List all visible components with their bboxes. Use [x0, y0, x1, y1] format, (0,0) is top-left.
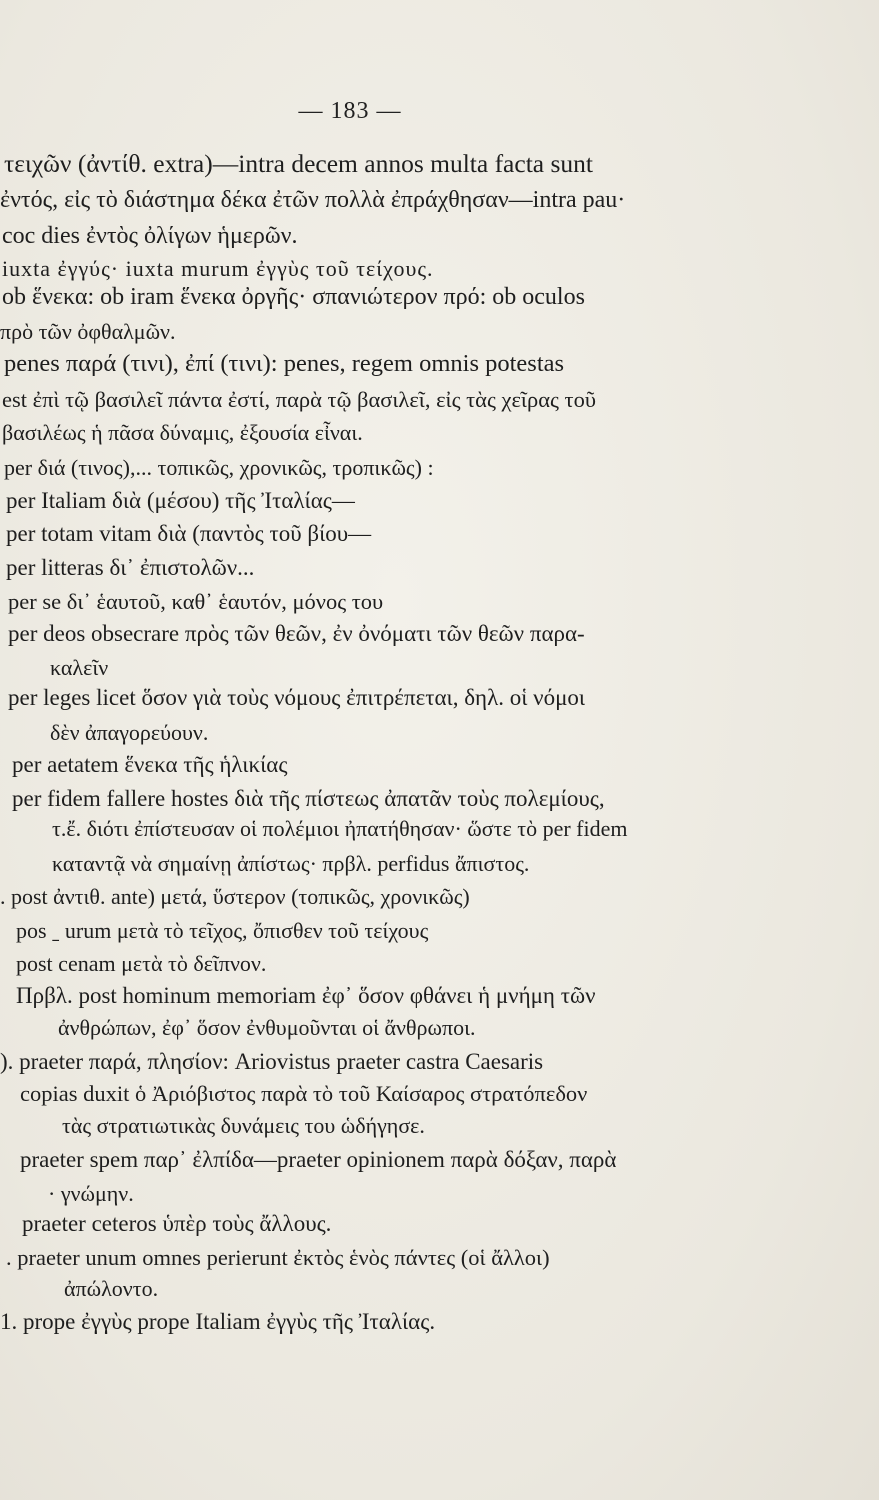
text-line: Πρβλ. post hominum memoriam ἐφ᾽ ὅσον φθάνει ἡ μνήμη τῶν: [16, 983, 596, 1008]
text-line: post cenam μετὰ τὸ δεῖπνον.: [16, 951, 267, 976]
text-line: praeter ceteros ὑπὲρ τοὺς ἄλλους.: [22, 1211, 332, 1236]
text-line: πρὸ τῶν ὀφθαλμῶν.: [0, 319, 176, 344]
text-line: per totam vitam διὰ (παντὸς τοῦ βίου—: [6, 521, 372, 546]
page-number: — 183 —: [298, 98, 402, 124]
text-line: . praeter unum omnes perierunt ἐκτὸς ἑνὸς πάντες (οἱ ἄλλοι): [6, 1245, 550, 1270]
text-line: per se δι᾽ ἑαυτοῦ, καθ᾽ ἑαυτόν, μόνος του: [8, 589, 384, 614]
text-line: τειχῶν (ἀντίθ. extra)—intra decem annos multa facta sunt: [4, 149, 593, 178]
text-line: est ἐπὶ τῷ βασιλεῖ πάντα ἐστί, παρὰ τῷ βασιλεῖ, εἰς τὰς χεῖρας τοῦ: [2, 387, 596, 412]
text-line: per Italiam διὰ (μέσου) τῆς Ἰταλίας—: [6, 488, 355, 513]
text-line: ἀπώλοντο.: [64, 1276, 159, 1301]
text-line: βασιλέως ἡ πᾶσα δύναμις, ἐξουσία εἶναι.: [2, 420, 363, 445]
text-line: καταντᾷ νὰ σημαίνῃ ἀπίστως· πρβλ. perfidus ἄπιστος.: [52, 851, 530, 876]
text-line: · γνώμην.: [48, 1181, 134, 1206]
text-line: penes παρά (τινι), ἐπί (τινι): penes, regem omnis potestas: [4, 350, 565, 377]
text-line: per deos obsecrare πρὸς τῶν θεῶν, ἐν ὀνόματι τῶν θεῶν παρα-: [8, 621, 585, 646]
text-line: pos ˍ urum μετὰ τὸ τεῖχος, ὄπισθεν τοῦ τείχους: [16, 918, 429, 943]
text-line: ἐντός, εἰς τὸ διάστημα δέκα ἐτῶν πολλὰ ἐπράχθησαν—intra pau·: [0, 187, 626, 213]
text-line: praeter spem παρ᾽ ἐλπίδα—praeter opinionem παρὰ δόξαν, παρὰ: [20, 1147, 617, 1172]
text-line: iuxta ἐγγύς· iuxta murum ἐγγὺς τοῦ τείχους.: [2, 256, 434, 281]
text-line: ἀνθρώπων, ἐφ᾽ ὅσον ἐνθυμοῦνται οἱ ἄνθρωποι.: [58, 1015, 476, 1040]
text-line: δὲν ἀπαγορεύουν.: [50, 720, 209, 745]
text-line: per leges licet ὅσον γιὰ τοὺς νόμους ἐπιτρέπεται, δηλ. οἱ νόμοι: [8, 685, 586, 710]
text-line: τ.ἔ. διότι ἐπίστευσαν οἱ πολέμιοι ἠπατήθησαν· ὥστε τὸ per fidem: [52, 816, 628, 841]
text-line: per litteras δι᾽ ἐπιστολῶν...: [6, 555, 255, 580]
text-line: per aetatem ἕνεκα τῆς ἡλικίας: [12, 752, 288, 777]
text-line: . post ἀντιθ. ante) μετά, ὕστερον (τοπικῶς, χρονικῶς): [0, 884, 470, 909]
text-line: coc dies ἐντὸς ὀλίγων ἡμερῶν.: [2, 223, 298, 249]
text-line: τὰς στρατιωτικὰς δυνάμεις του ὡδήγησε.: [62, 1113, 425, 1138]
text-line: ob ἕνεκα: ob iram ἕνεκα ὀργῆς· σπανιώτερον πρό: ob oculos: [2, 284, 585, 310]
text-line: copias duxit ὁ Ἀριόβιστος παρὰ τὸ τοῦ Καίσαρος στρατόπεδον: [20, 1081, 588, 1106]
text-line: per διά (τινος),... τοπικῶς, χρονικῶς, τροπικῶς) :: [4, 455, 434, 480]
text-line: ). praeter παρά, πλησίον: Ariovistus praeter castra Caesaris: [0, 1049, 544, 1074]
text-line: 1. prope ἐγγὺς prope Italiam ἐγγὺς τῆς Ἰταλίας.: [0, 1309, 436, 1334]
text-line: per fidem fallere hostes διὰ τῆς πίστεως ἀπατᾶν τοὺς πολεμίους,: [12, 786, 605, 811]
text-line: καλεῖν: [50, 655, 109, 680]
